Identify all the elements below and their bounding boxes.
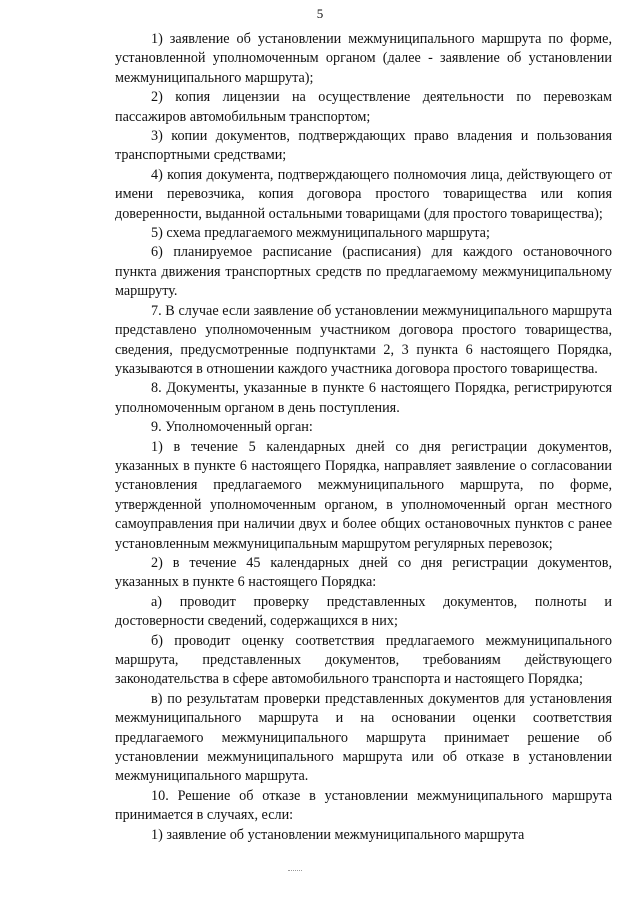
paragraph: 1) заявление об установлении межмуниципального маршрута bbox=[151, 826, 525, 843]
scan-artifact bbox=[288, 868, 302, 871]
paragraph: в) по результатам проверки представленных документов для установления межмуниципального маршрута и на основании оценки соответствия предлагаемого межмуниципального маршрута принимает решение об установлении межмуниципального маршрута или об отказе в установлении межмуниципального маршрута. bbox=[115, 690, 612, 785]
paragraph: 3) копии документов, подтверждающих право владения и пользования транспортными средствами; bbox=[115, 128, 612, 164]
document-body bbox=[115, 30, 612, 845]
paragraph: 4) копия документа, подтверждающего полномочия лица, действующего от имени перевозчика, копия договора простого товарищества или копия доверенности, выданной остальными товарищами (для простого товарищества); bbox=[115, 166, 612, 222]
paragraph: 1) в течение 5 календарных дней со дня регистрации документов, указанных в пункте 6 настоящего Порядка, направляет заявление о согласовании установления предлагаемого межмуниципального маршрута, по форме, утвержденной уполномоченным органом, в уполномоченный орган местного самоуправления при наличии двух и более общих остановочных пунктов с ранее установленным межмуниципальным маршрутом регулярных перевозок; bbox=[115, 438, 612, 552]
paragraph: 2) копия лицензии на осуществление деятельности по перевозкам пассажиров автомобильным транспортом; bbox=[115, 89, 612, 125]
paragraph: б) проводит оценку соответствия предлагаемого межмуниципального маршрута, представленных документов, требованиям действующего законодательства в сфере автомобильного транспорта и настоящего Порядка; bbox=[115, 632, 612, 688]
paragraph: а) проводит проверку представленных документов, полноты и достоверности сведений, содержащихся в них; bbox=[115, 593, 612, 630]
page-number: 5 bbox=[316, 6, 324, 21]
paragraph: 8. Документы, указанные в пункте 6 настоящего Порядка, регистрируются уполномоченным органом в день поступления. bbox=[115, 380, 612, 416]
paragraph: 10. Решение об отказе в установлении межмуниципального маршрута принимается в случаях, если: bbox=[115, 787, 612, 824]
paragraph: 2) в течение 45 календарных дней со дня регистрации документов, указанных в пункте 6 настоящего Порядка: bbox=[115, 554, 612, 591]
paragraph: 9. Уполномоченный орган: bbox=[151, 419, 313, 436]
paragraph: 5) схема предлагаемого межмуниципального маршрута; bbox=[151, 225, 490, 242]
paragraph: 1) заявление об установлении межмуниципального маршрута по форме, установленной уполномоченным органом (далее - заявление об установлении межмуниципального маршрута); bbox=[115, 31, 612, 86]
paragraph: 7. В случае если заявление об установлении межмуниципального маршрута представлено уполномоченным участником договора простого товарищества, сведения, предусмотренные подпунктами 2, 3 пункта 6 настоящего Порядка, указываются в отношении каждого участника договора простого товарищества. bbox=[115, 302, 612, 377]
paragraph: 6) планируемое расписание (расписания) для каждого остановочного пункта движения транспортных средств по предлагаемому межмуниципальному маршруту. bbox=[115, 244, 612, 300]
